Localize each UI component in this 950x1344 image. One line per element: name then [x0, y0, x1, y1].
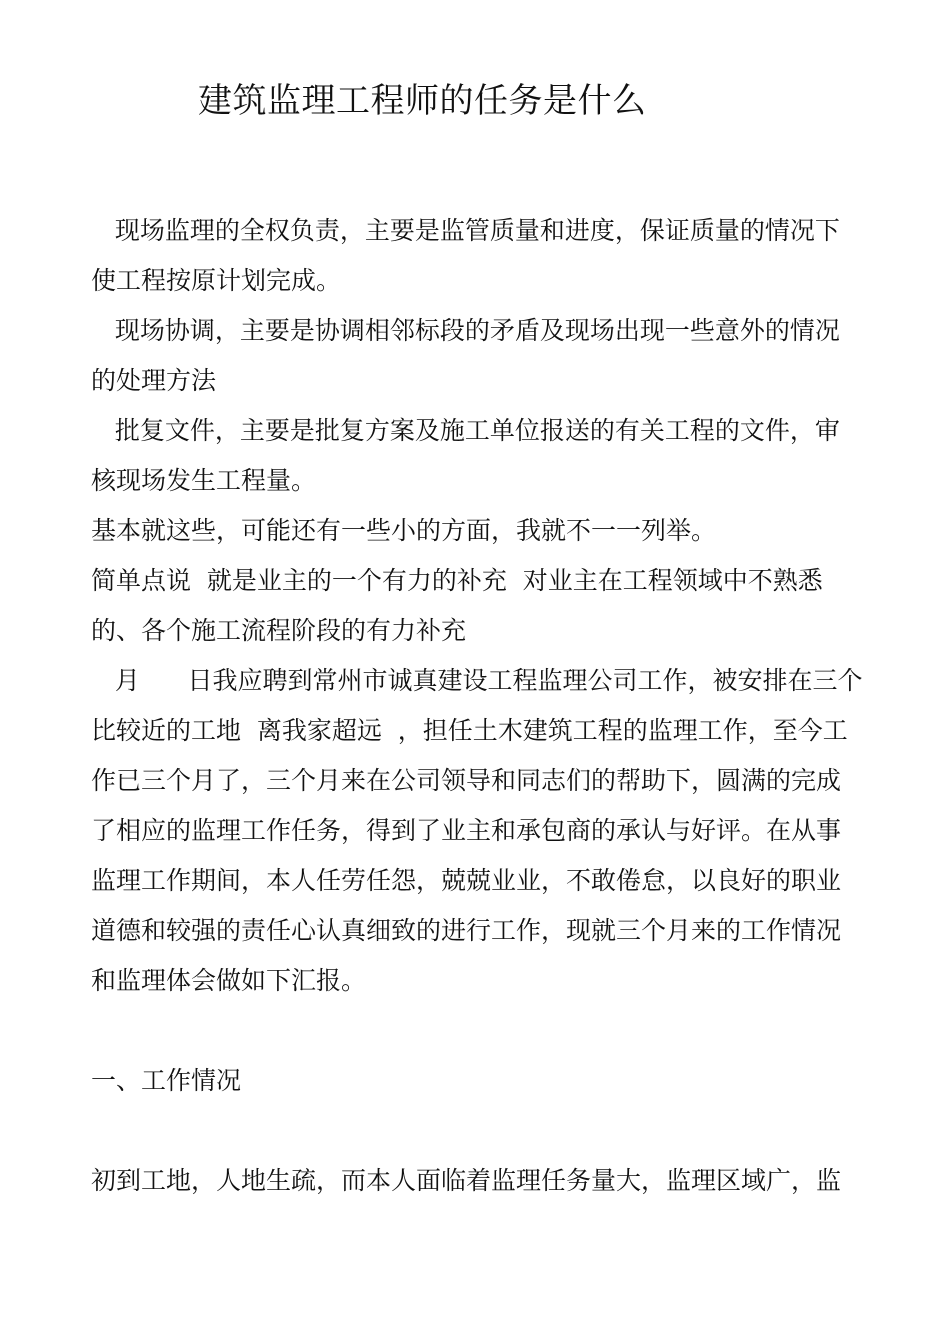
paragraph-line: 的、各个施工流程阶段的有力补充	[91, 616, 467, 645]
document-title: 建筑监理工程师的任务是什么	[198, 81, 647, 121]
section-heading: 一、工作情况	[91, 1066, 242, 1095]
paragraph-line: 批复文件，主要是批复方案及施工单位报送的有关工程的文件，审	[91, 416, 840, 445]
paragraph-line: 使工程按原计划完成。	[91, 266, 342, 295]
paragraph-line: 核现场发生工程量。	[91, 466, 317, 495]
paragraph-line: 初到工地，人地生疏，而本人面临着监理任务量大，监理区域广，监	[91, 1166, 842, 1195]
paragraph-line: 了相应的监理工作任务，得到了业主和承包商的承认与好评。在从事	[91, 816, 842, 845]
paragraph-line: 监理工作期间，本人任劳任怨，兢兢业业，不敢倦怠，以良好的职业	[91, 866, 842, 895]
paragraph-line: 比较近的工地 离我家超远 ，担任土木建筑工程的监理工作，至今工	[91, 716, 848, 745]
paragraph-line: 月 日我应聘到常州市诚真建设工程监理公司工作，被安排在三个	[91, 666, 863, 695]
paragraph-line: 现场监理的全权负责，主要是监管质量和进度，保证质量的情况下	[91, 216, 840, 245]
paragraph-line: 现场协调，主要是协调相邻标段的矛盾及现场出现一些意外的情况	[91, 316, 840, 345]
paragraph-line: 的处理方法	[91, 366, 217, 395]
paragraph-line: 和监理体会做如下汇报。	[91, 966, 367, 995]
paragraph-line: 道德和较强的责任心认真细致的进行工作，现就三个月来的工作情况	[91, 916, 842, 945]
paragraph-line: 基本就这些，可能还有一些小的方面，我就不一一列举。	[91, 516, 717, 545]
paragraph-line: 简单点说 就是业主的一个有力的补充 对业主在工程领域中不熟悉	[91, 566, 823, 595]
paragraph-line: 作已三个月了，三个月来在公司领导和同志们的帮助下，圆满的完成	[91, 766, 842, 795]
